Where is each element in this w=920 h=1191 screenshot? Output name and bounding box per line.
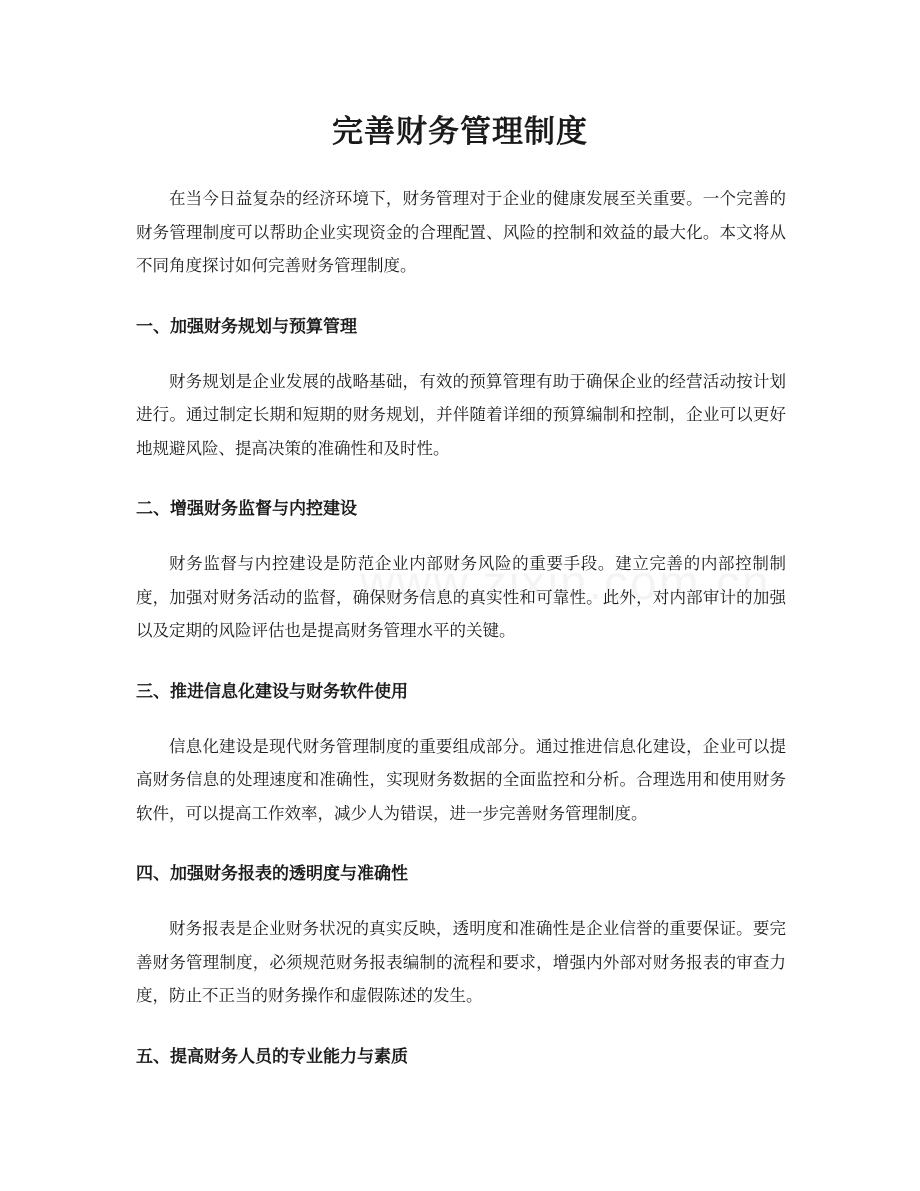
document-body [136,182,786,1071]
intro-paragraph: 在当今日益复杂的经济环境下，财务管理对于企业的健康发展至关重要。一个完善的财务管理制度可以帮助企业实现资金的合理配置、风险的控制和效益的最大化。本文将从不同角度探讨如何完善财务管理制度。 [136,189,786,275]
section-heading-2: 二、增强财务监督与内控建设 [136,499,357,519]
section-heading-1: 一、加强财务规划与预算管理 [136,316,357,337]
page-title: 完善财务管理制度 [332,114,588,150]
section-paragraph-2: 财务监督与内控建设是防范企业内部财务风险的重要手段。建立完善的内部控制制度，加强对财务活动的监督，确保财务信息的真实性和可靠性。此外，对内部审计的加强以及定期的风险评估也是提高财务管理水平的关键。 [136,554,786,640]
section-heading-5: 五、提高财务人员的专业能力与素质 [136,1046,408,1067]
section-heading-4: 四、加强财务报表的透明度与准确性 [136,864,408,884]
section-heading-3: 三、推进信息化建设与财务软件使用 [136,681,408,702]
section-paragraph-4: 财务报表是企业财务状况的真实反映，透明度和准确性是企业信誉的重要保证。要完善财务管理制度，必须规范财务报表编制的流程和要求，增强内外部对财务报表的审查力度，防止不正当的财务操作和虚假陈述的发生。 [136,919,786,1005]
section-paragraph-3: 信息化建设是现代财务管理制度的重要组成部分。通过推进信息化建设，企业可以提高财务信息的处理速度和准确性，实现财务数据的全面监控和分析。合理选用和使用财务软件，可以提高工作效率，减少人为错误，进一步完善财务管理制度。 [136,736,786,823]
section-paragraph-1: 财务规划是企业发展的战略基础，有效的预算管理有助于确保企业的经营活动按计划进行。通过制定长期和短期的财务规划，并伴随着详细的预算编制和控制，企业可以更好地规避风险、提高决策的准确性和及时性。 [136,371,786,458]
